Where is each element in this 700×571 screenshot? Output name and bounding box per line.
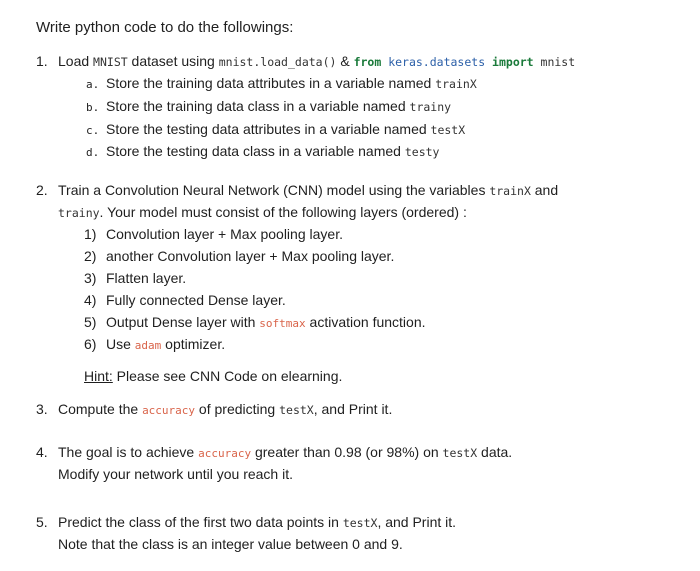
q5-text-post: , and Print it.	[377, 514, 457, 530]
hint-label: Hint:	[84, 368, 113, 384]
q1-code-from: from	[353, 55, 382, 69]
hint-text: Please see CNN Code on elearning.	[112, 368, 343, 384]
item-text: another Convolution layer + Max pooling layer.	[106, 248, 395, 264]
question-1	[36, 52, 575, 71]
sub-text: Store the testing data attributes in a variable named	[106, 121, 431, 137]
item-text: Output Dense layer with	[106, 314, 260, 330]
question-2-number: 2.	[36, 182, 48, 198]
sub-letter: b.	[86, 101, 100, 114]
sub-text: Store the testing data class in a variable named	[106, 143, 405, 159]
question-2-line-2	[58, 203, 467, 222]
q4-code: accuracy	[198, 447, 252, 460]
q1-code-func: mnist.load_data()	[218, 55, 337, 69]
item-number: 5)	[84, 314, 97, 330]
q1-code-import: import	[492, 55, 534, 69]
sub-letter: d.	[86, 146, 100, 159]
q2-code-1: trainX	[489, 184, 531, 198]
q1-sub-a	[86, 74, 477, 94]
q2-item-6	[84, 335, 225, 355]
sub-code: trainX	[435, 77, 477, 91]
sub-text: Store the training data class in a variable named	[106, 98, 410, 114]
item-text: Flatten layer.	[106, 270, 187, 286]
q2-code-2: trainy	[58, 206, 100, 220]
q1-code-mnist: mnist	[533, 55, 576, 69]
sub-code: trainy	[409, 100, 452, 114]
q1-code-module: keras.datasets	[381, 55, 493, 69]
item-code: softmax	[259, 317, 306, 330]
item-text: Use	[106, 336, 135, 352]
sub-code: testy	[404, 145, 440, 159]
item-text-post: activation function.	[305, 314, 426, 330]
sub-letter: a.	[86, 78, 100, 91]
q3-code: accuracy	[142, 404, 196, 417]
q1-text-mid: dataset using	[127, 53, 219, 69]
heading: Write python code to do the followings:	[36, 19, 294, 36]
q4-text-post: data.	[477, 444, 513, 460]
question-1-number: 1.	[36, 53, 48, 69]
q2-item-3	[84, 269, 186, 287]
q3-text-mid: of predicting	[195, 401, 280, 417]
q2-item-2	[84, 247, 394, 265]
question-5-line-2: Note that the class is an integer value between 0 and 9.	[58, 536, 403, 552]
q5-text-pre: Predict the class of the first two data points in	[58, 514, 343, 530]
q4-text-pre: The goal is to achieve	[58, 444, 199, 460]
q2-text-post: and	[530, 182, 559, 198]
item-number: 2)	[84, 248, 97, 264]
item-text: Fully connected Dense layer.	[106, 292, 286, 308]
question-3-number: 3.	[36, 401, 48, 417]
q2-item-5	[84, 313, 426, 333]
question-5-line-1	[36, 513, 456, 532]
q3-text-pre: Compute the	[58, 401, 143, 417]
q2-text-pre: Train a Convolution Neural Network (CNN) model using the variables	[58, 182, 490, 198]
q3-code-2: testX	[279, 403, 314, 417]
q1-sub-b	[86, 97, 451, 117]
q2-item-1	[84, 225, 343, 243]
q2-text-line2: . Your model must consist of the following layers (ordered) :	[99, 204, 467, 220]
q1-text-amp: &	[336, 53, 354, 69]
sub-text: Store the training data attributes in a variable named	[106, 75, 436, 91]
item-code: adam	[134, 339, 162, 352]
question-2-line-1	[36, 181, 558, 200]
item-text-post: optimizer.	[161, 336, 226, 352]
question-4-line-1	[36, 443, 512, 463]
q4-text-mid: greater than 0.98 (or 98%) on	[251, 444, 443, 460]
q1-sub-d	[86, 142, 439, 162]
q4-code-2: testX	[442, 446, 478, 460]
question-5-number: 5.	[36, 514, 48, 530]
sub-code: testX	[430, 123, 466, 137]
q5-code: testX	[342, 516, 378, 530]
q1-text-pre: Load	[58, 53, 94, 69]
item-number: 6)	[84, 336, 97, 352]
question-3	[36, 400, 392, 420]
sub-letter: c.	[86, 124, 100, 137]
item-number: 3)	[84, 270, 97, 286]
q2-item-4	[84, 291, 286, 309]
hint-line	[84, 367, 342, 385]
item-number: 1)	[84, 226, 97, 242]
q3-text-post: , and Print it.	[313, 401, 393, 417]
item-text: Convolution layer + Max pooling layer.	[106, 226, 343, 242]
q1-code-dataset: MNIST	[93, 55, 128, 69]
question-4-line-2: Modify your network until you reach it.	[58, 466, 293, 482]
question-4-number: 4.	[36, 444, 48, 460]
item-number: 4)	[84, 292, 97, 308]
q1-sub-c	[86, 120, 465, 140]
